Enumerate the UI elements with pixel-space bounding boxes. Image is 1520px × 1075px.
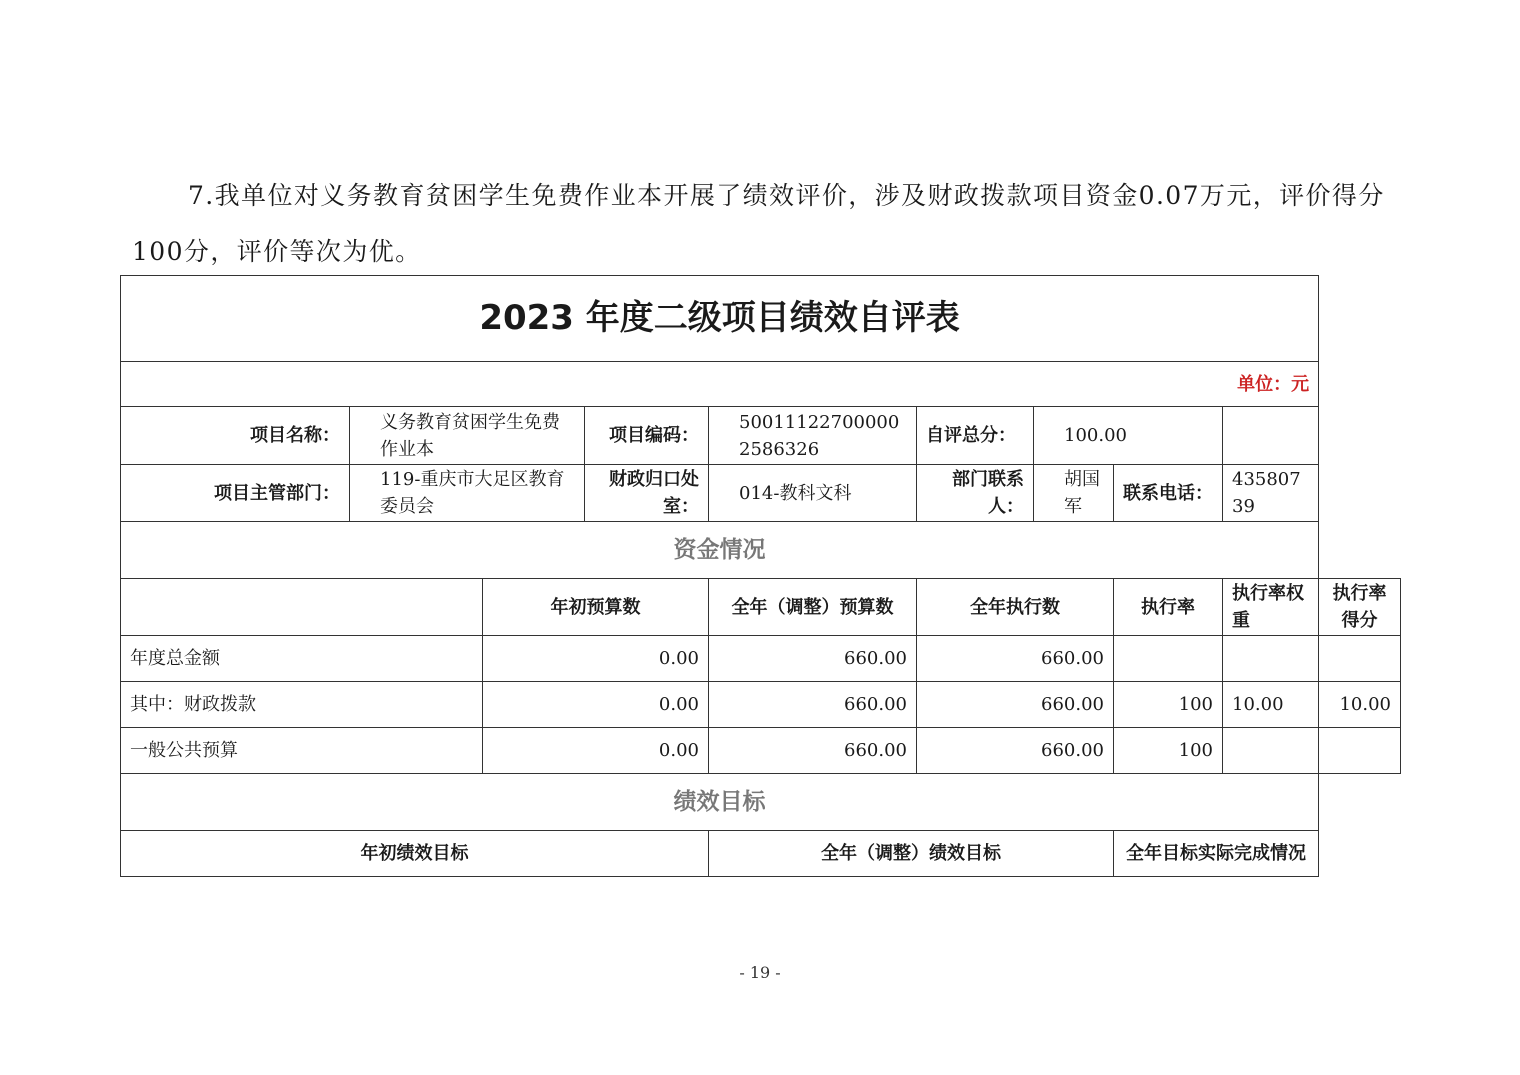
dept-value: 119-重庆市大足区教育委员会 (350, 465, 585, 522)
table-title: 2023 年度二级项目绩效自评表 (121, 276, 1319, 362)
funds-header-executed: 全年执行数 (917, 579, 1114, 636)
finance-dept-value: 014-教科文科 (709, 465, 917, 522)
row-weight: 10.00 (1223, 682, 1319, 728)
funds-header-weight: 执行率权重 (1223, 579, 1319, 636)
row-score (1319, 728, 1401, 774)
goals-header-initial: 年初绩效目标 (121, 831, 709, 877)
contact-label: 部门联系人： (917, 465, 1034, 522)
funds-header-score: 执行率得分 (1319, 579, 1401, 636)
funds-header-initial: 年初预算数 (483, 579, 709, 636)
funds-header-blank (121, 579, 483, 636)
project-code-value: 500111227000002586326 (709, 407, 917, 465)
row-rate: 100 (1114, 728, 1223, 774)
funds-header-adjusted: 全年（调整）预算数 (709, 579, 917, 636)
funds-section-title: 资金情况 (121, 522, 1319, 579)
phone-label: 联系电话： (1114, 465, 1223, 522)
row-rate: 100 (1114, 682, 1223, 728)
table-row (121, 636, 1401, 682)
contact-value: 胡国军 (1034, 465, 1114, 522)
performance-table (120, 275, 1401, 877)
empty-cell (1223, 407, 1319, 465)
row-executed: 660.00 (917, 728, 1114, 774)
project-name-value: 义务教育贫困学生免费作业本 (350, 407, 585, 465)
phone-value: 43580739 (1223, 465, 1319, 522)
row-initial: 0.00 (483, 636, 709, 682)
unit-label: 单位：元 (121, 362, 1319, 407)
project-name-label: 项目名称： (121, 407, 350, 465)
row-executed: 660.00 (917, 636, 1114, 682)
row-rate (1114, 636, 1223, 682)
table-row (121, 728, 1401, 774)
intro-paragraph: 7.我单位对义务教育贫困学生免费作业本开展了绩效评价，涉及财政拨款项目资金0.07万元，评价得分100分，评价等次为优。 (132, 181, 1385, 266)
finance-dept-label: 财政归口处室： (585, 465, 709, 522)
row-weight (1223, 636, 1319, 682)
dept-label: 项目主管部门： (121, 465, 350, 522)
page-number: - 19 - (739, 963, 781, 982)
row-adjusted: 660.00 (709, 636, 917, 682)
goals-section-title: 绩效目标 (121, 774, 1319, 831)
row-label: 一般公共预算 (121, 728, 483, 774)
row-initial: 0.00 (483, 728, 709, 774)
table-row (121, 682, 1401, 728)
project-code-label: 项目编码： (585, 407, 709, 465)
row-score: 10.00 (1319, 682, 1401, 728)
row-label: 其中：财政拨款 (121, 682, 483, 728)
row-executed: 660.00 (917, 682, 1114, 728)
goals-header-actual: 全年目标实际完成情况 (1114, 831, 1319, 877)
row-adjusted: 660.00 (709, 682, 917, 728)
funds-header-rate: 执行率 (1114, 579, 1223, 636)
row-weight (1223, 728, 1319, 774)
row-score (1319, 636, 1401, 682)
row-initial: 0.00 (483, 682, 709, 728)
score-label: 自评总分： (917, 407, 1034, 465)
goals-header-adjusted: 全年（调整）绩效目标 (709, 831, 1114, 877)
score-value: 100.00 (1034, 407, 1223, 465)
row-adjusted: 660.00 (709, 728, 917, 774)
row-label: 年度总金额 (121, 636, 483, 682)
